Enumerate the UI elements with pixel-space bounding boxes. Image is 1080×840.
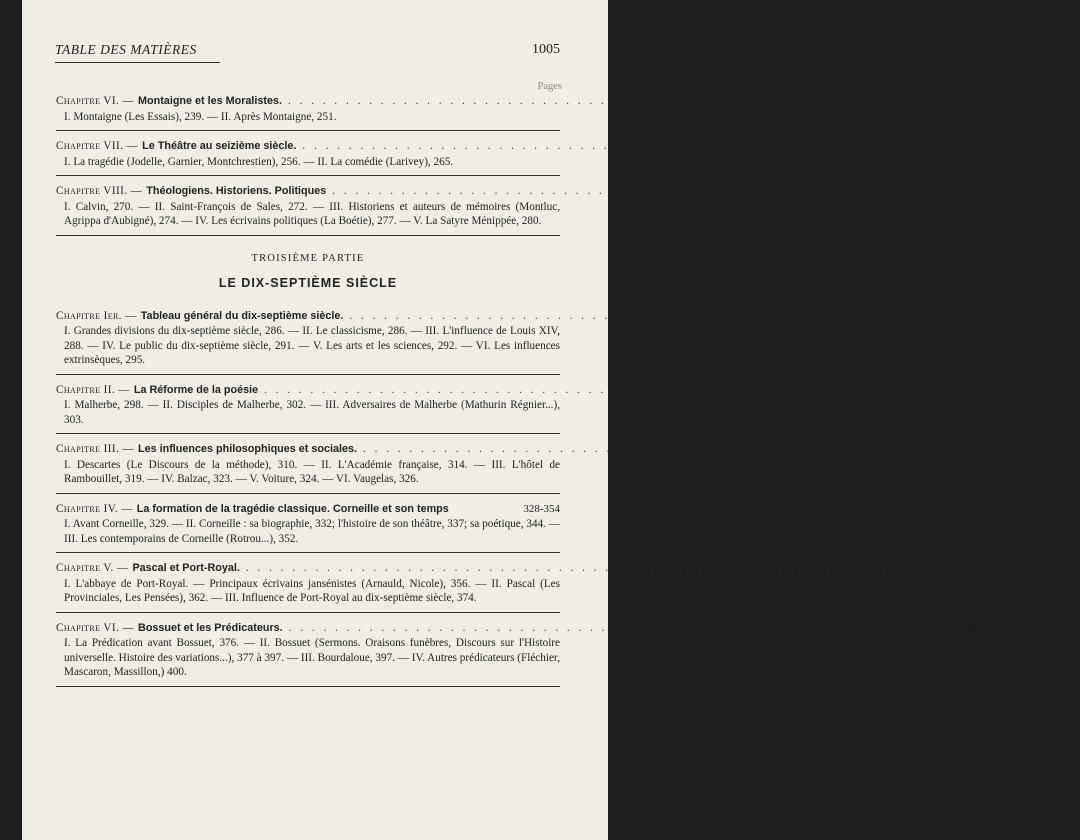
- chapter-number: Chapitre VII. —: [56, 140, 139, 152]
- chapter-pages: 309-327: [1043, 443, 1080, 455]
- chapter-entry[interactable]: [56, 442, 1080, 494]
- running-title: TABLE DES MATIÈRES: [55, 42, 197, 57]
- leader-dots: . . . . . . . . . . . . . . . . . . . . . . . . . . . . . . . . . . . . . . . . . . . . . . . . . . . . . . . . .: [332, 185, 988, 197]
- chapter-summary: I. Descartes (Le Discours de la méthode), 310. — II. L'Académie française, 314. — III. L'hôtel de Rambouillet, 319. — IV. Balzac, 323. — V. Voiture, 324. — VI. Vaugelas, 326.: [64, 458, 560, 485]
- chapter-summary: I. La tragédie (Jodelle, Garnier, Montchrestien), 256. — II. La comédie (Larivey), 265.: [64, 155, 454, 168]
- page-number: 1005: [532, 42, 560, 57]
- header-rule: [55, 62, 220, 63]
- chapter-summary: I. La Prédication avant Bossuet, 376. — II. Bossuet (Sermons. Oraisons funèbres, Discours sur l'Histoire universelle. Histoire des variations...), 377 à 397. — III. Bourdaloue, 397. — IV. Autres prédicateurs (Fléchier, Mascaron, Massillon,) 400.: [64, 637, 560, 678]
- chapter-title: Le Théâtre au seizième siècle.: [142, 140, 297, 152]
- leader-dots: . . . . . . . . . . . . . . . . . . . . . . . . . . . . . . . . . . . . . . . . . . . . . . . . . . . . . . . . .: [288, 621, 944, 634]
- leader-dots: . . . . . . . . . . . . . . . . . . . . . . . . . . . . . . . . . . . . . . . . . . . . . . . . . . . . . . . . .: [363, 443, 1019, 455]
- chapter-pages: 255-268: [982, 140, 1020, 152]
- chapter-pages: 269-283: [1012, 185, 1050, 197]
- chapter-heading: [56, 621, 1006, 636]
- chapter-number: Chapitre Ier. —: [56, 309, 137, 322]
- chapter-title: Théologiens. Historiens. Politiques: [146, 185, 327, 197]
- chapter-pages: 328-354: [523, 502, 560, 515]
- chapter-summary: I. Grandes divisions du dix-septième siècle, 286. — II. Le classicisme, 286. — III. L'influence de Louis XIV, 288. — IV. Le public du dix-septième siècle, 291. — V. Les arts et les sciences, 292. — VI. Les influences extrinsèques, 295.: [64, 325, 560, 366]
- chapter-heading: [56, 94, 1006, 109]
- chapter-title: Les influences philosophiques et sociales.: [138, 443, 357, 455]
- leader-dots: . . . . . . . . . . . . . . . . . . . . . . . . . . . . . . . . . . . . . . . . . . . . . . . . . . . . . . . . .: [349, 309, 1005, 322]
- chapter-number: Chapitre II. —: [56, 383, 130, 396]
- chapter-pages: 285-296: [1029, 309, 1067, 322]
- chapter-heading: [56, 139, 1020, 154]
- chapter-divider: [56, 552, 560, 553]
- book-page: [22, 0, 1080, 840]
- chapter-pages: 238-254: [968, 95, 1006, 107]
- chapter-summary: I. Avant Corneille, 329. — II. Corneille : sa biographie, 332; l'histoire de son théâtre, 337; sa poétique, 344. — III. Les contemporains de Corneille (Rotrou...), 352.: [64, 518, 560, 545]
- chapter-heading: [56, 309, 1067, 324]
- chapter-number: Chapitre IV. —: [56, 502, 133, 515]
- leader-dots: . . . . . . . . . . . . . . . . . . . . . . . . . . . . . . . . . . . . . . . . . . . . . . . . . . . . . . . . .: [288, 95, 944, 107]
- chapter-divider: [56, 130, 560, 131]
- pages-column-label: Pages: [537, 81, 562, 92]
- leader-dots: . . . . . . . . . . . . . . . . . . . . . . . . . . . . . . . . . . . . . . . . . . . . . . . . . . . . . . . . .: [264, 383, 920, 396]
- part-title: LE DIX-SEPTIÈME SIÈCLE: [218, 276, 398, 290]
- chapter-divider: [56, 235, 560, 236]
- chapter-entry[interactable]: [56, 621, 1006, 687]
- chapter-pages: 297-308: [944, 383, 982, 396]
- chapter-entry[interactable]: [56, 94, 1006, 131]
- chapter-number: Chapitre VI. —: [56, 621, 135, 634]
- chapter-entry[interactable]: [56, 561, 963, 613]
- chapter-divider: [56, 686, 560, 687]
- chapter-divider: [56, 612, 560, 613]
- chapter-title: Pascal et Port-Royal.: [132, 562, 240, 574]
- part-label: TROISIÈME PARTIE: [251, 252, 365, 264]
- chapter-list-part-two: [56, 94, 1050, 236]
- chapter-title: La Réforme de la poésie: [133, 383, 259, 396]
- chapter-entry[interactable]: [56, 383, 982, 435]
- chapter-divider: [56, 493, 560, 494]
- chapter-entry[interactable]: [56, 502, 560, 554]
- chapter-pages: 375-404: [969, 621, 1006, 634]
- chapter-heading: [56, 502, 560, 517]
- chapter-title: Tableau général du dix-septième siècle.: [140, 309, 344, 322]
- chapter-title: La formation de la tragédie classique. Corneille et son temps: [136, 502, 449, 515]
- chapter-list-part-three: [56, 309, 1080, 687]
- chapter-entry[interactable]: [56, 309, 1067, 375]
- chapter-number: Chapitre VIII. —: [56, 185, 143, 197]
- leader-dots: . . . . . . . . . . . . . . . . . . . . . . . . . . . . . . . . . . . . . . . . . . . . . . . . . . . . . . . . .: [245, 562, 901, 574]
- chapter-title: Bossuet et les Prédicateurs.: [138, 621, 283, 634]
- chapter-heading: [56, 383, 982, 398]
- chapter-divider: [56, 433, 560, 434]
- chapter-divider: [56, 374, 560, 375]
- chapter-pages: 355-374: [926, 562, 963, 574]
- leader-dots: . . . . . . . . . . . . . . . . . . . . . . . . . . . . . . . . . . . . . . . . . . . . . . . . . . . . . . . . .: [302, 140, 958, 152]
- chapter-divider: [56, 175, 560, 176]
- chapter-number: Chapitre V. —: [56, 562, 129, 574]
- page-header: [55, 42, 560, 64]
- chapter-heading: [56, 442, 1080, 457]
- chapter-summary: I. L'abbaye de Port-Royal. — Principaux écrivains jansénistes (Arnauld, Nicole), 356. — II. Pascal (Les Provinciales, Les Pensées), 362. — III. Influence de Port-Royal au dix-septième siècle, 374.: [64, 577, 560, 604]
- chapter-heading: [56, 561, 963, 576]
- chapter-heading: [56, 184, 1050, 199]
- chapter-summary: I. Montaigne (Les Essais), 239. — II. Après Montaigne, 251.: [64, 110, 337, 123]
- chapter-entry[interactable]: [56, 184, 1050, 236]
- chapter-number: Chapitre III. —: [56, 443, 134, 455]
- chapter-number: Chapitre VI. —: [56, 95, 135, 107]
- chapter-summary: I. Malherbe, 298. — II. Disciples de Malherbe, 302. — III. Adversaires de Malherbe (Mathurin Régnier...), 303.: [64, 399, 560, 426]
- table-of-contents: [56, 80, 1080, 695]
- chapter-entry[interactable]: [56, 139, 1020, 176]
- chapter-summary: I. Calvin, 270. — II. Saint-François de Sales, 272. — III. Historiens et auteurs de mémoires (Montluc, Agrippa d'Aubigné), 274. — IV. Les écrivains politiques (La Boétie), 277. — V. La Satyre Ménippée, 280.: [64, 200, 560, 227]
- chapter-title: Montaigne et les Moralistes.: [138, 95, 283, 107]
